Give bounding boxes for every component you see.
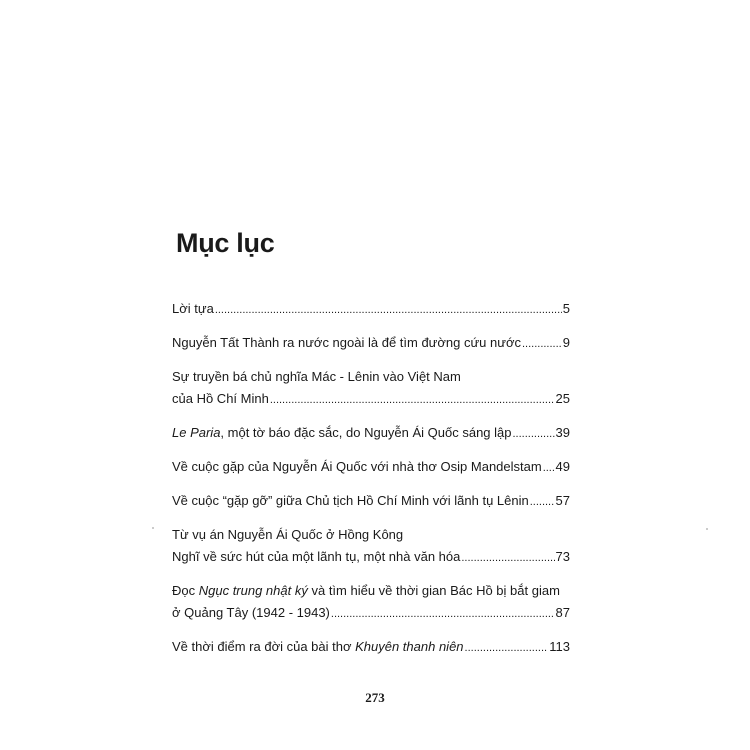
toc-entry-page: 113	[549, 639, 570, 654]
toc-entry-title-pre: Đọc	[172, 583, 199, 598]
dot-leader	[513, 423, 555, 445]
italic-title: Le Paria	[172, 425, 221, 440]
toc-entry-page: 39	[555, 425, 570, 440]
toc-entry	[172, 456, 570, 479]
toc-entry-title: Từ vụ án Nguyễn Ái Quốc ở Hồng Kông	[172, 527, 404, 542]
toc-entry-page: 25	[555, 391, 570, 406]
toc-entry-title-cont: ở Quảng Tây (1942 - 1943)	[172, 605, 330, 620]
toc-entry	[172, 636, 570, 659]
dot-leader	[530, 491, 555, 513]
dot-leader	[543, 457, 555, 479]
toc-entry-title-rest: , một tờ báo đặc sắc, do Nguyễn Ái Quốc sáng lập	[220, 425, 512, 440]
table-of-contents	[172, 298, 570, 659]
toc-entry-page: 9	[562, 335, 570, 350]
toc-title: Mục lục	[176, 228, 275, 258]
italic-title: Khuyên thanh niên	[355, 639, 464, 654]
toc-entry-title-cont: Nghĩ về sức hút của một lãnh tụ, một nhà văn hóa	[172, 549, 461, 564]
toc-entry-title: Sự truyền bá chủ nghĩa Mác - Lênin vào Việt Nam	[172, 369, 461, 384]
toc-entry-page: 49	[555, 459, 570, 474]
italic-title: Ngục trung nhật ký	[198, 583, 308, 598]
dot-leader	[461, 547, 554, 569]
toc-entry-title: Lời tựa	[172, 301, 214, 316]
toc-entry-title	[172, 580, 560, 602]
page-number: 273	[365, 690, 385, 705]
toc-entry	[172, 298, 570, 321]
paper-speck	[706, 528, 708, 530]
toc-entry	[172, 490, 570, 513]
toc-entry	[172, 580, 570, 625]
toc-entry-title	[172, 636, 464, 658]
toc-entry-page: 73	[555, 549, 570, 564]
dot-leader	[270, 389, 555, 411]
paper-speck	[152, 527, 154, 529]
toc-entry	[172, 422, 570, 445]
toc-entry-title: Nguyễn Tất Thành ra nước ngoài là để tìm đường cứu nước	[172, 335, 521, 350]
dot-leader	[331, 603, 555, 625]
toc-entry	[172, 366, 570, 411]
toc-entry-title: Về cuộc “gặp gỡ” giữa Chủ tịch Hồ Chí Minh với lãnh tụ Lênin	[172, 493, 529, 508]
toc-entry-page: 5	[562, 301, 570, 316]
toc-entry-title	[172, 422, 512, 444]
toc-entry-page: 57	[555, 493, 570, 508]
toc-entry-title-rest: và tìm hiểu về thời gian Bác Hồ bị bắt giam	[307, 583, 560, 598]
toc-entry	[172, 524, 570, 569]
toc-entry-page: 87	[555, 605, 570, 620]
dot-leader	[215, 299, 562, 321]
toc-entry-title-pre: Về thời điểm ra đời của bài thơ	[172, 639, 356, 654]
dot-leader	[465, 637, 549, 659]
toc-entry-title: Về cuộc gặp của Nguyễn Ái Quốc với nhà thơ Osip Mandelstam	[172, 459, 542, 474]
dot-leader	[522, 333, 562, 355]
toc-entry-title-cont: của Hồ Chí Minh	[172, 391, 269, 406]
toc-entry	[172, 332, 570, 355]
